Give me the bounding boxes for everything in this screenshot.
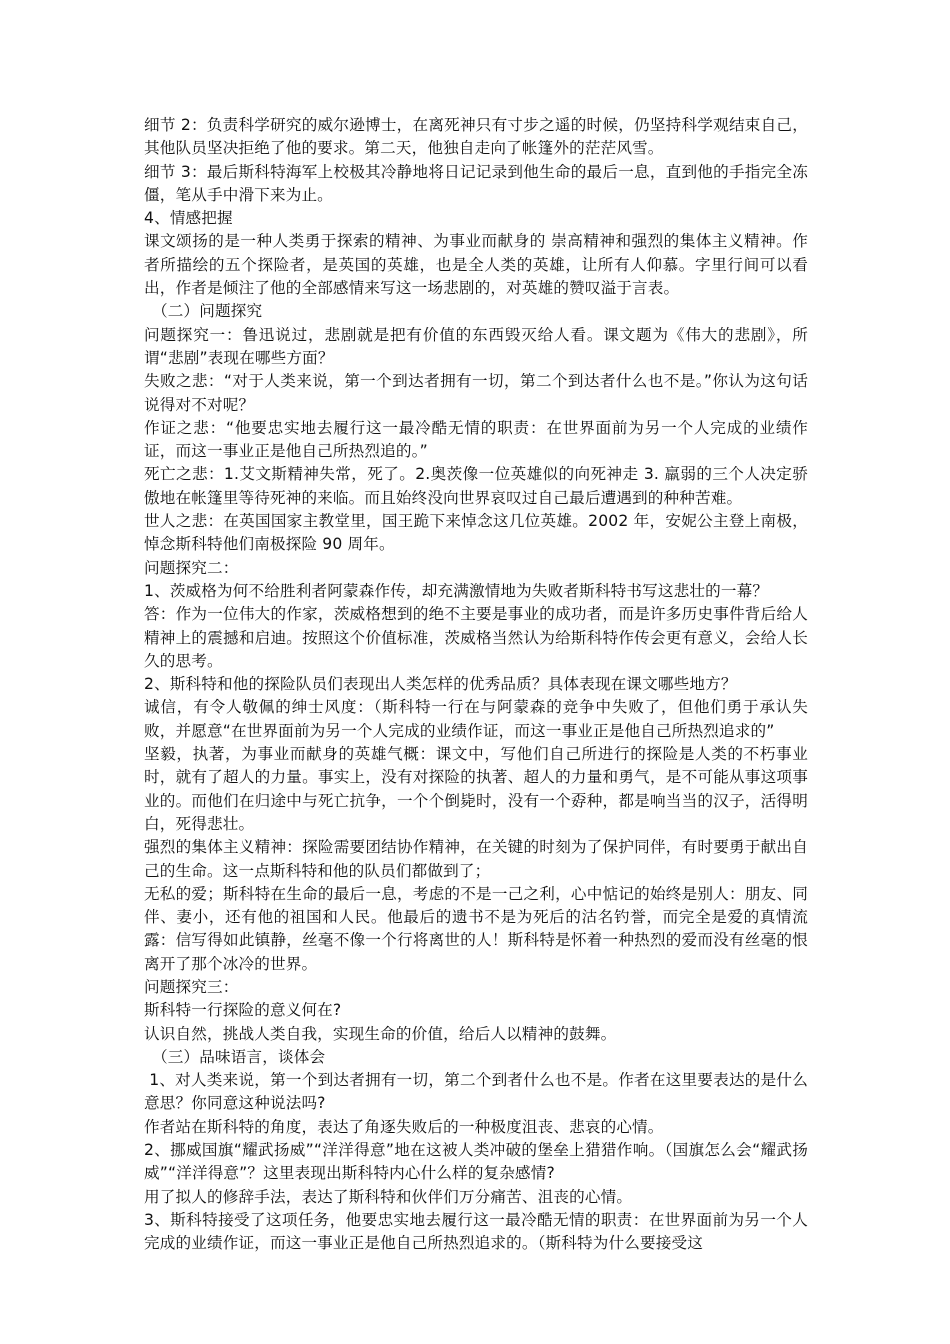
paragraph-language-2: 2、挪威国旗“耀武扬威”“洋洋得意”地在这被人类冲破的堡垒上猎猎作响。（国旗怎么会“耀武扬威”“洋洋得意”？这里表现出斯科特内心什么样的复杂感情?	[144, 1141, 808, 1183]
paragraph-inquiry-1: 问题探究一：鲁迅说过，悲剧就是把有价值的东西毁灭给人看。课文题为《伟大的悲剧》，所谓“悲剧”表现在哪些方面？	[144, 325, 808, 367]
heading-emotion: 4、情感把握	[144, 209, 233, 228]
paragraph-language-1-answer: 作者站在斯科特的角度，表达了角逐失败后的一种极度沮丧、悲哀的心情。	[144, 1117, 664, 1136]
paragraph-answer-1: 答：作为一位伟大的作家，茨威格想到的绝不主要是事业的成功者，而是许多历史事件背后给人精神上的震撼和启迪。按照这个价值标准，茨威格当然认为给斯科特作传会更有意义，会给人长久的思考。	[144, 605, 808, 670]
paragraph-answer-3: 认识自然，挑战人类自我，实现生命的价值，给后人以精神的鼓舞。	[144, 1024, 617, 1043]
paragraph-collectivism: 强烈的集体主义精神：探险需要团结协作精神，在关键的时刻为了保护同伴，有时要勇于献出自己的生命。这一点斯科特和他的队员们都做到了；	[144, 838, 808, 880]
paragraph-language-3: 3、斯科特接受了这项任务，他要忠实地去履行这一最冷酷无情的职责：在世界面前为另一个人完成的业绩作证，而这一事业正是他自己所热烈追求的。（斯科特为什么要接受这	[144, 1210, 808, 1253]
paragraph-world-sorrow: 世人之悲：在英国国家主教堂里，国王跪下来悼念这几位英雄。2002 年，安妮公主登上南极，悼念斯科特他们南极探险 90 周年。	[144, 512, 808, 554]
heading-inquiry-3: 问题探究三：	[144, 977, 239, 996]
paragraph-emotion: 课文颂扬的是一种人类勇于探索的精神、为事业而献身的 崇高精神和强烈的集体主义精神。作者所描绘的五个探险者，是英国的英雄，也是全人类的英雄，让所有人仰慕。字里行间可以看出，作者是倾注了他的全部感情来写这一场悲剧的，对英雄的赞叹溢于言表。	[144, 232, 808, 298]
paragraph-perseverance: 坚毅，执著，为事业而献身的英雄气概：课文中，写他们自己所进行的探险是人类的不朽事业时，就有了超人的力量。事实上，没有对探险的执著、超人的力量和勇气，是不可能从事这项事业的。而他们在归途中与死亡抗争，一个个倒毙时，没有一个孬种，都是响当当的汉子，活得明白，死得悲壮。	[144, 745, 808, 833]
section-heading-inquiry: （二）问题探究	[152, 302, 263, 321]
paragraph-question-2: 2、斯科特和他的探险队员们表现出人类怎样的优秀品质？具体表现在课文哪些地方？	[144, 675, 737, 694]
paragraph-question-1: 1、茨威格为何不给胜利者阿蒙森作传，却充满激情地为失败者斯科特书写这悲壮的一幕？	[144, 581, 769, 600]
paragraph-question-3: 斯科特一行探险的意义何在?	[144, 1001, 342, 1020]
paragraph-witness-sorrow: 作证之悲：“他要忠实地去履行这一最冷酷无情的职责：在世界面前为另一个人完成的业绩作证，而这一事业正是他自己所热烈追的。”	[144, 418, 808, 461]
paragraph-failure-sorrow: 失败之悲：“对于人类来说，第一个到达者拥有一切，第二个到达者什么也不是。”你认为这句话说得对不对呢？	[144, 372, 808, 414]
paragraph-detail-2: 细节 2：负责科学研究的威尔逊博士，在离死神只有寸步之遥的时候，仍坚持科学观结束自己，其他队员坚决拒绝了他的要求。第二天，他独自走向了帐篷外的茫茫风雪。	[144, 116, 808, 158]
paragraph-integrity: 诚信，有令人敬佩的绅士风度：（斯科特一行在与阿蒙森的竞争中失败了，但他们勇于承认失败，并愿意“在世界面前为另一个人完成的业绩作证，而这一事业正是他自己所热烈追求的”	[144, 698, 808, 740]
paragraph-selfless-love: 无私的爱；斯科特在生命的最后一息，考虑的不是一己之利，心中惦记的始终是别人：朋友、同伴、妻小，还有他的祖国和人民。他最后的遗书不是为死后的沽名钓誉，而完全是爱的真情流露：信写得如此镇静，丝毫不像一个行将离世的人！斯科特是怀着一种热烈的爱而没有丝毫的恨离开了那个冰冷的世界。	[144, 884, 808, 973]
paragraph-language-1: 1、对人类来说，第一个到达者拥有一切，第二个到者什么也不是。作者在这里要表达的是什么意思？你同意这种说法吗?	[144, 1071, 808, 1113]
document-body	[144, 114, 808, 1256]
heading-inquiry-2: 问题探究二：	[144, 558, 239, 577]
paragraph-language-2-answer: 用了拟人的修辞手法，表达了斯科特和伙伴们万分痛苦、沮丧的心情。	[144, 1187, 633, 1206]
section-heading-language: （三）品味语言，谈体会	[152, 1047, 326, 1066]
paragraph-death-sorrow: 死亡之悲：1.艾文斯精神失常，死了。2.奥茨像一位英雄似的向死神走 3. 羸弱的三个人决定骄傲地在帐篷里等待死神的来临。而且始终没向世界哀叹过自己最后遭遇到的种种苦难。	[144, 465, 808, 507]
paragraph-detail-3: 细节 3：最后斯科特海军上校极其冷静地将日记记录到他生命的最后一息，直到他的手指完全冻僵，笔从手中滑下来为止。	[144, 162, 808, 204]
